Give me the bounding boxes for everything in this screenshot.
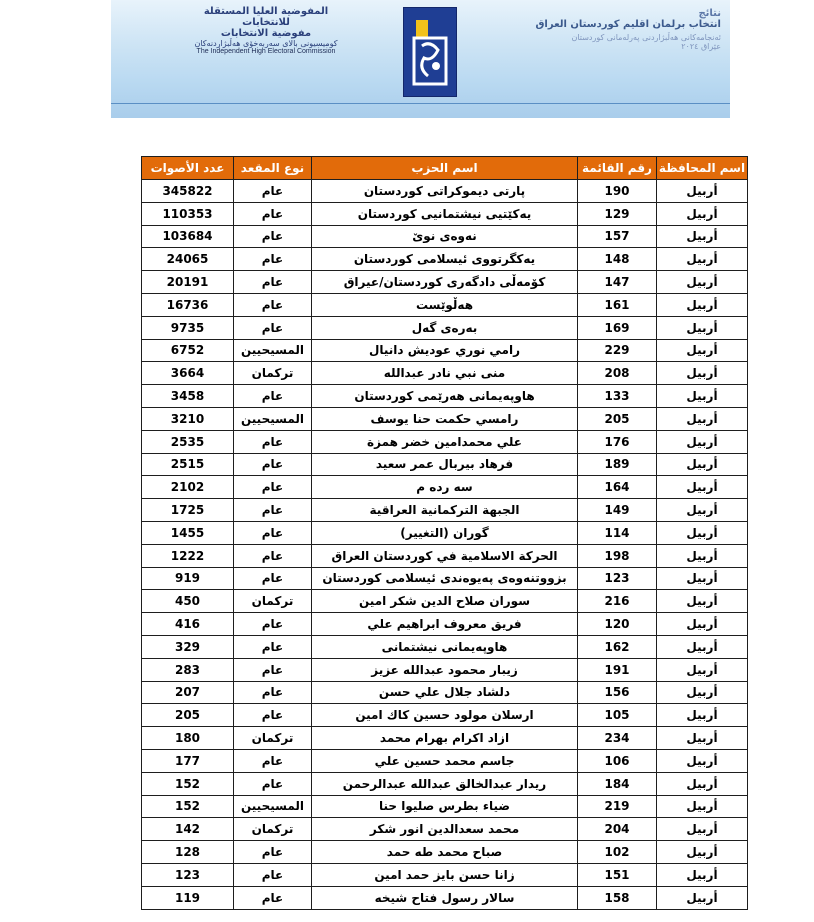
seat-type-cell: عام [234,316,312,339]
vote-count-cell: 20191 [142,271,234,294]
governorate-cell: أربيل [657,316,748,339]
table-row [142,225,748,248]
vote-count-cell: 1222 [142,544,234,567]
list-number-cell: 123 [578,567,657,590]
party-name-cell: بەرەى گەل [312,316,578,339]
header-banner [111,0,730,118]
header-governorate: اسم المحافظة [657,157,748,180]
vote-count-cell: 119 [142,886,234,909]
seat-type-cell: عام [234,180,312,203]
table-row [142,499,748,522]
party-name-cell: هەڵوێست [312,293,578,316]
party-name-cell: گوران (التغيير) [312,521,578,544]
table-row [142,886,748,909]
vote-count-cell: 2102 [142,476,234,499]
vote-count-cell: 3458 [142,385,234,408]
vote-count-cell: 123 [142,863,234,886]
governorate-cell: أربيل [657,202,748,225]
seat-type-cell: عام [234,567,312,590]
party-name-cell: ارسلان مولود حسين كاك امين [312,704,578,727]
table-row [142,635,748,658]
seat-type-cell: عام [234,453,312,476]
party-name-cell: جاسم محمد حسين علي [312,749,578,772]
header-vote-count: عدد الأصوات [142,157,234,180]
list-number-cell: 190 [578,180,657,203]
vote-count-cell: 16736 [142,293,234,316]
list-number-cell: 162 [578,635,657,658]
vote-count-cell: 3210 [142,407,234,430]
results-title-block [481,8,721,51]
governorate-cell: أربيل [657,590,748,613]
seat-type-cell: عام [234,293,312,316]
party-name-cell: محمد سعدالدين انور شكر [312,818,578,841]
list-number-cell: 151 [578,863,657,886]
commission-arabic-line1: المفوضية العليا المستقلة للانتخابات [203,6,329,28]
seat-type-cell: عام [234,430,312,453]
table-row [142,658,748,681]
table-row [142,590,748,613]
party-name-cell: فريق معروف ابراهيم علي [312,613,578,636]
table-row [142,681,748,704]
title-line2: انتخاب برلمان اقليم كوردستان العراق [535,19,721,30]
table-row [142,385,748,408]
vote-count-cell: 207 [142,681,234,704]
seat-type-cell: عام [234,613,312,636]
governorate-cell: أربيل [657,293,748,316]
commission-arabic-line2: مفوضية الانتخابات [220,28,312,39]
governorate-cell: أربيل [657,225,748,248]
table-row [142,704,748,727]
title-line1: نتائج [698,8,721,19]
table-row [142,476,748,499]
party-name-cell: صباح محمد طه حمد [312,841,578,864]
vote-count-cell: 450 [142,590,234,613]
governorate-cell: أربيل [657,248,748,271]
list-number-cell: 106 [578,749,657,772]
list-number-cell: 120 [578,613,657,636]
party-name-cell: دلشاد جلال علي حسن [312,681,578,704]
seat-type-cell: عام [234,385,312,408]
list-number-cell: 157 [578,225,657,248]
ihec-logo [403,7,457,97]
party-name-cell: رامي نوري عوديش دانيال [312,339,578,362]
seat-type-cell: عام [234,248,312,271]
seat-type-cell: المسيحيين [234,339,312,362]
table-row [142,202,748,225]
table-row [142,339,748,362]
table-row [142,818,748,841]
governorate-cell: أربيل [657,795,748,818]
ballot-box-icon [408,16,452,88]
table-row [142,613,748,636]
party-name-cell: رامسي حكمت حنا يوسف [312,407,578,430]
governorate-cell: أربيل [657,453,748,476]
seat-type-cell: تركمان [234,590,312,613]
list-number-cell: 129 [578,202,657,225]
title-line3: ئەنجامەكانى هەڵبژاردنى پەرلەمانى كوردستان [571,33,721,42]
list-number-cell: 161 [578,293,657,316]
vote-count-cell: 6752 [142,339,234,362]
seat-type-cell: عام [234,544,312,567]
governorate-cell: أربيل [657,613,748,636]
seat-type-cell: عام [234,681,312,704]
vote-count-cell: 180 [142,727,234,750]
table-header-row [142,157,748,180]
party-name-cell: الجبهة التركمانية العراقية [312,499,578,522]
vote-count-cell: 152 [142,795,234,818]
list-number-cell: 164 [578,476,657,499]
seat-type-cell: عام [234,749,312,772]
governorate-cell: أربيل [657,658,748,681]
table-row [142,567,748,590]
table-row [142,316,748,339]
list-number-cell: 216 [578,590,657,613]
list-number-cell: 198 [578,544,657,567]
governorate-cell: أربيل [657,362,748,385]
table-row [142,841,748,864]
party-name-cell: سالار رسول فتاح شيخه [312,886,578,909]
table-row [142,293,748,316]
seat-type-cell: عام [234,271,312,294]
list-number-cell: 184 [578,772,657,795]
seat-type-cell: المسيحيين [234,407,312,430]
seat-type-cell: عام [234,658,312,681]
seat-type-cell: عام [234,225,312,248]
list-number-cell: 158 [578,886,657,909]
governorate-cell: أربيل [657,818,748,841]
seat-type-cell: تركمان [234,818,312,841]
party-name-cell: ازاد اكرام بهرام محمد [312,727,578,750]
seat-type-cell: عام [234,841,312,864]
party-name-cell: منى نبي نادر عبدالله [312,362,578,385]
vote-count-cell: 2535 [142,430,234,453]
vote-count-cell: 152 [142,772,234,795]
seat-type-cell: تركمان [234,727,312,750]
list-number-cell: 219 [578,795,657,818]
governorate-cell: أربيل [657,544,748,567]
vote-count-cell: 345822 [142,180,234,203]
list-number-cell: 102 [578,841,657,864]
table-row [142,430,748,453]
party-name-cell: ريدار عبدالخالق عبدالله عبدالرحمن [312,772,578,795]
governorate-cell: أربيل [657,476,748,499]
governorate-cell: أربيل [657,704,748,727]
list-number-cell: 105 [578,704,657,727]
party-name-cell: علي محمدامين خضر همزة [312,430,578,453]
title-line4: عێراق ٢٠٢٤ [681,42,721,51]
vote-count-cell: 1725 [142,499,234,522]
vote-count-cell: 2515 [142,453,234,476]
party-name-cell: الحركة الاسلامية في كوردستان العراق [312,544,578,567]
table-row [142,727,748,750]
table-row [142,863,748,886]
party-name-cell: سوران صلاح الدين شكر امين [312,590,578,613]
party-name-cell: فرهاد بيربال عمر سعيد [312,453,578,476]
seat-type-cell: عام [234,476,312,499]
table-row [142,544,748,567]
governorate-cell: أربيل [657,407,748,430]
governorate-cell: أربيل [657,863,748,886]
party-name-cell: نەوەى نوێ [312,225,578,248]
seat-type-cell: عام [234,863,312,886]
list-number-cell: 189 [578,453,657,476]
table-row [142,248,748,271]
list-number-cell: 229 [578,339,657,362]
table-row [142,362,748,385]
governorate-cell: أربيل [657,886,748,909]
seat-type-cell: عام [234,772,312,795]
seat-type-cell: المسيحيين [234,795,312,818]
party-name-cell: پارتی دیموکراتی کوردستان [312,180,578,203]
governorate-cell: أربيل [657,430,748,453]
party-name-cell: سه رده م [312,476,578,499]
party-name-cell: يەكگرتووى ئيسلامى كوردستان [312,248,578,271]
list-number-cell: 191 [578,658,657,681]
list-number-cell: 133 [578,385,657,408]
governorate-cell: أربيل [657,841,748,864]
header-party-name: اسم الحزب [312,157,578,180]
vote-count-cell: 205 [142,704,234,727]
seat-type-cell: عام [234,886,312,909]
seat-type-cell: عام [234,499,312,522]
vote-count-cell: 103684 [142,225,234,248]
commission-kurdish: كوميسيونى بالاى سەربەخۆى هەڵبژاردنەكان [194,39,338,48]
party-name-cell: زيبار محمود عبدالله عزيز [312,658,578,681]
seat-type-cell: عام [234,635,312,658]
vote-count-cell: 128 [142,841,234,864]
party-name-cell: كۆمەڵى دادگەرى كوردستان/عيراق [312,271,578,294]
vote-count-cell: 110353 [142,202,234,225]
list-number-cell: 156 [578,681,657,704]
list-number-cell: 208 [578,362,657,385]
seat-type-cell: عام [234,704,312,727]
governorate-cell: أربيل [657,749,748,772]
vote-count-cell: 919 [142,567,234,590]
governorate-cell: أربيل [657,180,748,203]
list-number-cell: 234 [578,727,657,750]
party-name-cell: ضياء بطرس صليوا حنا [312,795,578,818]
table-row [142,453,748,476]
vote-count-cell: 1455 [142,521,234,544]
vote-count-cell: 177 [142,749,234,772]
header-list-number: رقم القائمة [578,157,657,180]
party-name-cell: زانا حسن بايز حمد امين [312,863,578,886]
list-number-cell: 176 [578,430,657,453]
list-number-cell: 169 [578,316,657,339]
commission-block [181,6,351,55]
table-row [142,749,748,772]
party-name-cell: بزووتنەوەى پەيوەندى ئيسلامى كوردستان [312,567,578,590]
table-row [142,407,748,430]
list-number-cell: 147 [578,271,657,294]
header-seat-type: نوع المقعد [234,157,312,180]
seat-type-cell: عام [234,202,312,225]
seat-type-cell: تركمان [234,362,312,385]
governorate-cell: أربيل [657,385,748,408]
party-name-cell: هاوپەيمانى هەرێمى كوردستان [312,385,578,408]
governorate-cell: أربيل [657,499,748,522]
table-row [142,521,748,544]
governorate-cell: أربيل [657,772,748,795]
vote-count-cell: 329 [142,635,234,658]
list-number-cell: 205 [578,407,657,430]
governorate-cell: أربيل [657,635,748,658]
governorate-cell: أربيل [657,727,748,750]
banner-divider [111,103,730,104]
table-row [142,795,748,818]
list-number-cell: 149 [578,499,657,522]
table-body [142,180,748,910]
vote-count-cell: 416 [142,613,234,636]
governorate-cell: أربيل [657,521,748,544]
governorate-cell: أربيل [657,271,748,294]
results-table [141,156,748,910]
list-number-cell: 148 [578,248,657,271]
vote-count-cell: 283 [142,658,234,681]
party-name-cell: هاوپەيمانى نيشتمانى [312,635,578,658]
vote-count-cell: 142 [142,818,234,841]
list-number-cell: 204 [578,818,657,841]
vote-count-cell: 3664 [142,362,234,385]
table-row [142,772,748,795]
vote-count-cell: 24065 [142,248,234,271]
seat-type-cell: عام [234,521,312,544]
commission-english: The Independent High Electoral Commission [196,48,336,55]
list-number-cell: 114 [578,521,657,544]
party-name-cell: يەكێتيى نيشتمانيى كوردستان [312,202,578,225]
governorate-cell: أربيل [657,339,748,362]
governorate-cell: أربيل [657,681,748,704]
governorate-cell: أربيل [657,567,748,590]
vote-count-cell: 9735 [142,316,234,339]
table-row [142,180,748,203]
table-row [142,271,748,294]
